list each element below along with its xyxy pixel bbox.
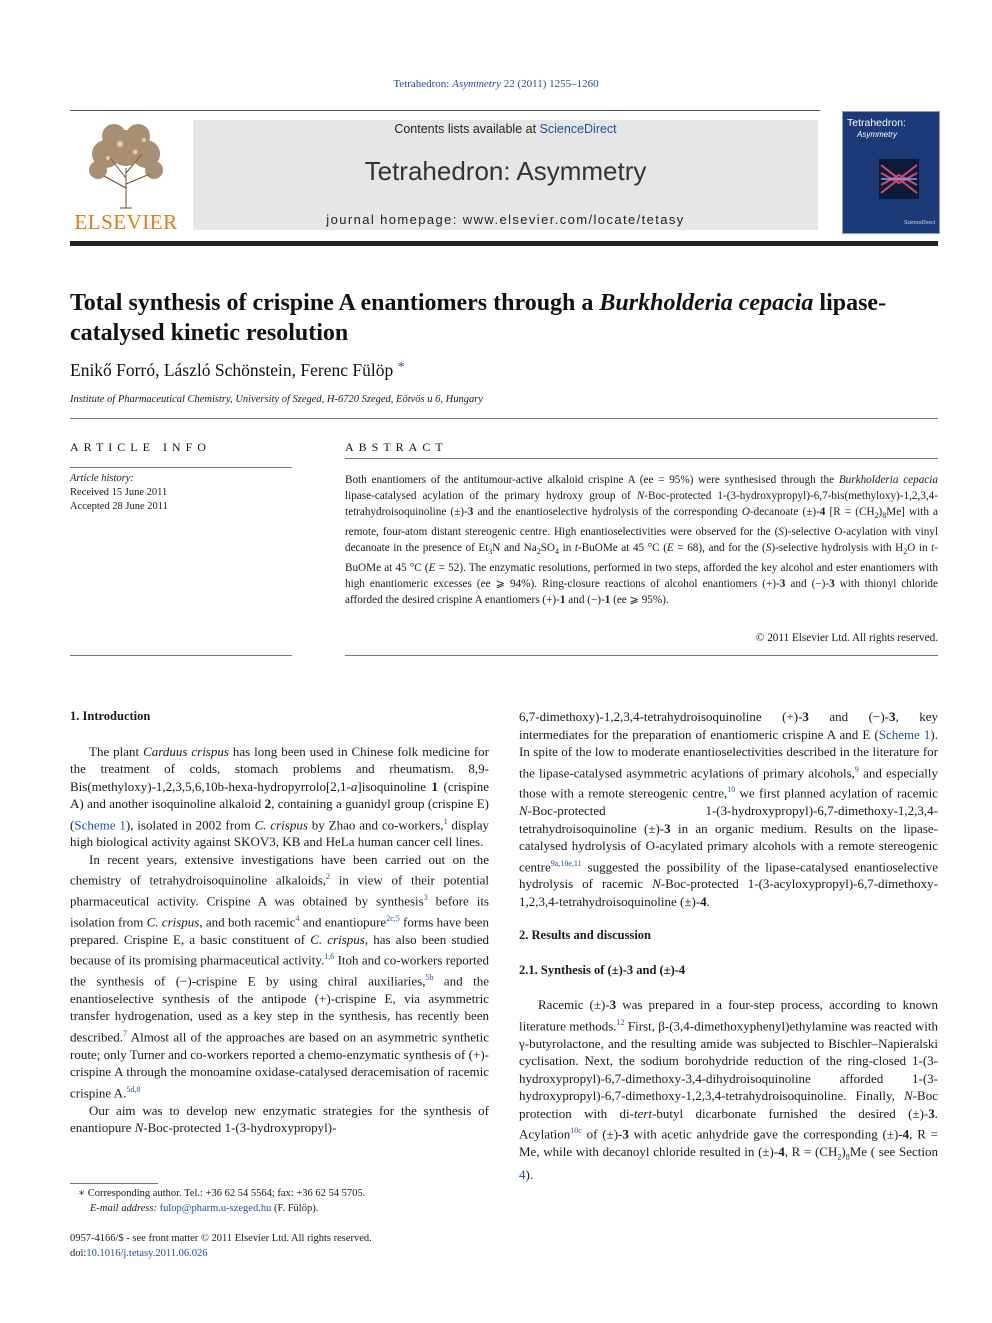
journal-citation[interactable] — [0, 78, 992, 90]
journal-name: Tetrahedron: Asymmetry — [364, 156, 647, 186]
journal-banner — [193, 120, 818, 230]
email-label: E-mail address: — [90, 1203, 157, 1214]
issn-line: 0957-4166/$ - see front matter © 2011 Elsevier Ltd. All rights reserved. — [70, 1233, 372, 1244]
email-link[interactable]: fulop@pharm.u-szeged.hu — [159, 1203, 272, 1214]
sciencedirect-link[interactable]: ScienceDirect — [539, 122, 617, 136]
cover-subtitle: Asymmetry — [857, 130, 897, 139]
journal-cover — [842, 111, 940, 234]
corresponding-footnote — [70, 1186, 489, 1201]
abstract-body: Both enantiomers of the antitumour-active alkaloid crispine A (ee = 95%) were synthesised through the Burkholderia cepacia lipase-catalysed acylation of the primary hydroxy group of N-Boc-protected 1-(3-hydroxypropyl)-6,7-bis(methyloxy)-1,2,3,4-tetrahydroisoquinoline (±)-3 and the enantioselective hydrolysis of the corresponding O-decanoate (±)-4 $[R = (CH_2)_8Me]$ with a remote, four-atom distant stereogenic centre. High enantioselectivities were observed for the (S)-selective O-acylation with vinyl decanoate in the presence of $Et_3N$ and $Na_2SO_4$ in t-BuOMe at 45 °C (E = 68), and for the (S)-selective hydrolysis with $H_2O$ in t-BuOMe at 45 °C (E = 52). The enzymatic resolutions, performed in two steps, afforded the key alcohol and ester enantiomers with high enantiomeric excesses (ee ⩾ 94%). Ring-closure reactions of alcohol enantiomers (+)-3 and (−)-3 with thionyl chloride afforded the desired crispine A enantiomers (+)-1 and (−)-1 (ee ⩾ 95%). — [345, 474, 939, 607]
article-history — [70, 472, 168, 514]
introduction-heading: 1. Introduction — [70, 709, 151, 723]
article-info-heading: ARTICLE INFO — [70, 440, 211, 454]
corresponding-details: Corresponding author. Tel.: +36 62 54 5564; fax: +36 62 54 5705. — [87, 1188, 366, 1199]
publisher-logo-text: ELSEVIER — [74, 210, 178, 234]
email-suffix: (F. Fülöp). — [273, 1203, 319, 1214]
results-paragraph-1: Racemic (±)-3 was prepared in a four-step process, according to known literature methods.$^{12}$ First, β-(3,4-dimethoxyphenyl)ethylamine was reacted with γ-butyrolactone, and the resulting amide was subjected to Bischler–Napieralski cyclisation. Next, the sodium borohydride reduction of the ring-closed 1-(3-hydroxypropyl)-6,7-dimethoxy-3,4-dihydroisoquinoline afforded 1-(3-hydroxypropyl)-6,7-dimethoxy-1,2,3,4-tetrahydroisoquinoline. Finally, N-Boc protection with di-tert-butyl dicarbonate furnished the desired (±)-3. Acylation$^{10c}$ of (±)-3 with acetic anhydride gave the corresponding (±)-4, R = Me, while with decanoyl chloride resulted in (±)-4, $R = (CH_2)_8Me$ ( see Section 4). — [519, 997, 939, 1183]
cover-title — [847, 118, 935, 140]
article-title-text: Total synthesis of crispine A enantiomers through a Burkholderia cepacia lipase-catalysed kinetic resolution — [70, 290, 887, 346]
article-info-rule — [70, 467, 292, 468]
subsection-heading: 2.1. Synthesis of (±)-3 and (±)-4 — [519, 962, 686, 977]
body-column-left — [70, 708, 489, 1137]
footnote-rule — [70, 1183, 158, 1184]
author-list: Enikő Forró, László Schönstein, Ferenc Fülöp — [70, 360, 394, 380]
section-rule — [70, 418, 938, 419]
received-date: Received 15 June 2011 — [70, 487, 168, 498]
affiliation: Institute of Pharmaceutical Chemistry, University of Szeged, H-6720 Szeged, Eötvös u 6, Hungary — [70, 394, 483, 405]
citation-volume: 22 (2011) 1255–1260 — [503, 78, 599, 90]
copyright-notice: © 2011 Elsevier Ltd. All rights reserved. — [755, 632, 938, 644]
doi-line — [70, 1246, 489, 1261]
article-title — [70, 288, 930, 348]
cover-graphic-icon — [879, 159, 919, 199]
citation-journal: Tetrahedron: — [393, 78, 450, 90]
journal-homepage[interactable]: journal homepage: www.elsevier.com/locate/tetasy — [326, 212, 685, 227]
body-column-right — [519, 708, 938, 1184]
intro-paragraph-1: The plant Carduus crispus has long been used in Chinese folk medicine for the treatment of colds, stomach problems and rheumatism. 8,9-Bis(methyloxy)-1,2,3,5,6,10b-hexa-hydropyrrolo[2,1-a]isoquinoline 1 (crispine A) and another isoquinoline alkaloid 2, containing a guanidyl group (crispine E) (Scheme 1), isolated in 2002 from C. crispus by Zhao and co-workers,$^1$ display high biological activity against SKOV3, KB and HeLa human cancer cell lines. — [70, 743, 490, 850]
contents-line — [193, 122, 818, 136]
abstract-rule — [345, 458, 938, 459]
doi-link[interactable]: 10.1016/j.tetasy.2011.06.026 — [86, 1248, 208, 1259]
intro-paragraph-2: In recent years, extensive investigations have been carried out on the chemistry of tetrahydroisoquinoline alkaloids,$^2$ in view of their potential pharmaceutical activity. Crispine A was obtained by synthesis$^3$ before its isolation from C. crispus, and both racemic$^4$ and enantiopure$^{2c,5}$ forms have been prepared. Crispine E, a basic constituent of C. crispus, has also been studied because of its promising pharmaceutical activity.$^{1,6}$ Itoh and co-workers reported the synthesis of (−)-crispine E by using chiral auxiliaries,$^{5b}$ and the enantioselective synthesis of the antipode (+)-crispine E, via asymmetric transfer hydrogenation, used as a key step in the synthesis, has recently been described.$^7$ Almost all of the approaches are based on an asymmetric synthetic route; only Turner and co-workers reported a chemo-enzymatic synthesis of (+)-crispine A through the monoamine oxidase-catalysed deracemisation of racemic crispine A.$^{5d,8}$ — [70, 851, 490, 1101]
contents-prefix: Contents lists available at — [394, 122, 537, 136]
intro-paragraph-3: Our aim was to develop new enzymatic strategies for the synthesis of enantiopure N-Boc-protected 1-(3-hydroxypropyl)- — [70, 1102, 489, 1136]
footnote — [70, 1186, 489, 1216]
elsevier-tree-icon — [80, 118, 172, 210]
abstract-heading: ABSTRACT — [345, 440, 448, 454]
email-line — [70, 1201, 489, 1216]
article-info-bottom-rule — [70, 655, 292, 656]
results-heading: 2. Results and discussion — [519, 928, 651, 943]
citation-journal-italic: Asymmetry — [452, 78, 501, 90]
doi-label: doi: — [70, 1248, 87, 1259]
header-thick-rule — [70, 241, 938, 246]
accepted-date: Accepted 28 June 2011 — [70, 501, 168, 512]
front-matter — [70, 1231, 489, 1261]
corresponding-author-mark[interactable]: * — [397, 360, 405, 375]
authors — [70, 360, 405, 381]
corresponding-mark: ∗ — [78, 1188, 86, 1199]
cover-footer: ScienceDirect — [904, 220, 935, 226]
header-rule — [70, 110, 820, 111]
history-label: Article history: — [70, 473, 134, 484]
intro-paragraph-3-cont: 6,7-dimethoxy)-1,2,3,4-tetrahydroisoquinoline (+)-3 and (−)-3, key intermediates for the preparation of enantiomeric crispine A and E (Scheme 1). In spite of the low to moderate enantioselectivities described in the literature for the lipase-catalysed asymmetric acylations of primary alcohols,$^9$ and especially those with a remote stereogenic centre,$^{10}$ we first planned acylation of racemic N-Boc-protected 1-(3-hydroxypropyl)-6,7-dimethoxy-1,2,3,4-tetrahydroisoquinoline (±)-3 in an organic medium. Results on the lipase-catalysed hydrolysis of O-acylated primary alcohols with a remote stereogenic centre$^{9a,10e,11}$ suggested the possibility of the lipase-catalysed enantioselective hydrolysis of racemic N-Boc-protected 1-(3-acyloxypropyl)-6,7-dimethoxy-1,2,3,4-tetrahydroisoquinoline (±)-4. — [519, 709, 939, 909]
abstract-bottom-rule — [345, 655, 938, 656]
cover-title-line: Tetrahedron: — [847, 117, 906, 129]
elsevier-logo — [70, 118, 182, 236]
